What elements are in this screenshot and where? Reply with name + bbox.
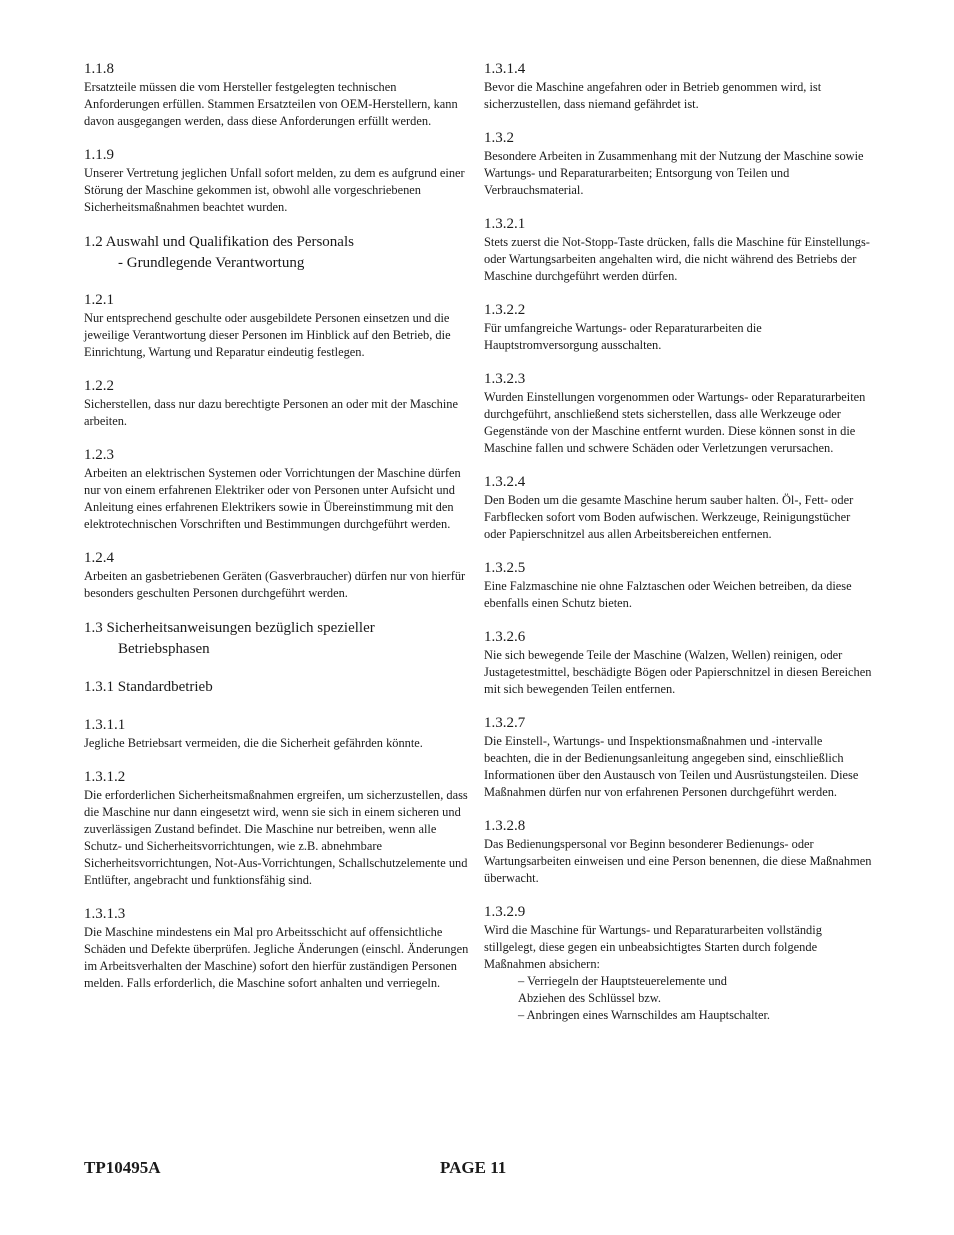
clause-text: Stets zuerst die Not-Stopp-Taste drücken, falls die Maschine für Einstellungs- oder Wartungsarbeiten angehalten wird, die nicht während des Betriebs der Maschine durchgeführt werden dürfen.	[484, 235, 870, 283]
clause-text: Arbeiten an elektrischen Systemen oder Vorrichtungen der Maschine dürfen nur von einem erfahrenen Elektriker oder von Personen unter Aufsicht und Anleitung eines erfahrenen Elektrikers sowie in Übereinstimmung mit den elektrotechnischen Vorschriften und Bestimmungen durchgeführt werden.	[84, 466, 461, 531]
right-column	[484, 60, 872, 1040]
subsection-heading: 1.3.1 Standardbetrieb	[84, 679, 213, 695]
clause-number: 1.2.3	[84, 447, 114, 463]
clause	[484, 301, 872, 354]
clause	[484, 60, 872, 113]
clause	[484, 628, 872, 698]
clause-number: 1.3.2.3	[484, 371, 526, 387]
list-item: – Verriegeln der Hauptsteuerelemente und	[518, 974, 727, 988]
clause-number: 1.2.2	[84, 378, 114, 394]
left-column	[84, 60, 472, 1008]
clause-text: Ersatzteile müssen die vom Hersteller festgelegten technischen Anforderungen erfüllen. Stammen Ersatzteilen von OEM-Herstellern, kann davon ausgegangen werden, dass diese Anforderungen erfüllt werden.	[84, 80, 458, 128]
clause-text: Die Einstell-, Wartungs- und Inspektionsmaßnahmen und -intervalle beachten, die in der Bedienungsanleitung angegeben sind, einschließlich Informationen über den Austausch von Teilen und Ausrüstungsteilen. Diese Maßnahmen dürfen nur von erfahrenen Personen durchgeführt werden.	[484, 734, 859, 799]
clause-number: 1.1.9	[84, 147, 114, 163]
clause-number: 1.3.2.9	[484, 904, 526, 920]
measure-list	[484, 973, 872, 1024]
section-heading	[84, 618, 472, 660]
clause-number: 1.3.1.2	[84, 769, 126, 785]
clause-number: 1.3.1.4	[484, 61, 526, 77]
clause-text: Jegliche Betriebsart vermeiden, die die Sicherheit gefährden könnte.	[84, 736, 423, 750]
clause	[484, 129, 872, 199]
clause-number: 1.3.1.1	[84, 717, 126, 733]
clause	[84, 768, 472, 889]
clause	[484, 559, 872, 612]
clause-text: Wurden Einstellungen vorgenommen oder Wartungs- oder Reparaturarbeiten durchgeführt, anschließend stets sicherstellen, dass alle Werkzeuge oder Gegenstände von der Maschine entfernt wurden. Diese können sonst in die Maschine fallen und schwere Schäden oder Verletzungen verursachen.	[484, 390, 866, 455]
clause-text: Arbeiten an gasbetriebenen Geräten (Gasverbraucher) dürfen nur von hierfür besonders geschulten Personen durchgeführt werden.	[84, 569, 466, 600]
list-item: – Anbringen eines Warnschildes am Hauptschalter.	[518, 1008, 771, 1022]
document-id: TP10495A	[84, 1158, 161, 1177]
clause-number: 1.1.8	[84, 61, 114, 77]
clause	[84, 549, 472, 602]
clause-text: Bevor die Maschine angefahren oder in Betrieb genommen wird, ist sicherzustellen, dass niemand gefährdet ist.	[484, 80, 822, 111]
clause-number: 1.2.4	[84, 550, 114, 566]
clause	[484, 817, 872, 887]
clause-number: 1.3.2.8	[484, 818, 526, 834]
section-heading-line2: - Grundlegende Verantwortung	[118, 255, 305, 271]
clause	[84, 146, 472, 216]
clause-number: 1.3.2	[484, 130, 514, 146]
clause-text: Das Bedienungspersonal vor Beginn besonderer Bedienungs- oder Wartungsarbeiten einweisen und eine Person benennen, die diese Maßnahmen überwacht.	[484, 837, 872, 885]
clause-number: 1.2.1	[84, 292, 114, 308]
clause-text: Den Boden um die gesamte Maschine herum sauber halten. Öl-, Fett- oder Farbflecken sofort vom Boden aufwischen. Werkzeuge, Reinigungstücher oder Papierschnitzel aus allen Arbeitsbereichen entfernen.	[484, 493, 854, 541]
clause-text: Die erforderlichen Sicherheitsmaßnahmen ergreifen, um sicherzustellen, dass die Maschine nur dann eingesetzt wird, wenn sie sich in einem sicheren und zuverlässigen Zustand befindet. Die Maschine nur betreiben, wenn alle Schutz- und Sicherheitsvorrichtungen, wie z.B. abnehmbare Sicherheitsvorrichtungen, Not-Aus-Vorrichtungen, Schallschutzelemente und Entlüfter, angebracht und funktionsfähig sind.	[84, 788, 468, 887]
section-heading-line2: Betriebsphasen	[118, 641, 210, 657]
clause	[484, 215, 872, 285]
clause-number: 1.3.2.4	[484, 474, 526, 490]
list-item: Abziehen des Schlüssel bzw.	[518, 991, 662, 1005]
clause	[484, 370, 872, 457]
clause	[84, 446, 472, 533]
clause	[84, 716, 472, 752]
clause-number: 1.3.2.1	[484, 216, 526, 232]
clause-text: Sicherstellen, dass nur dazu berechtigte Personen an oder mit der Maschine arbeiten.	[84, 397, 459, 428]
clause-number: 1.3.2.6	[484, 629, 526, 645]
clause	[484, 714, 872, 801]
clause-number: 1.3.2.5	[484, 560, 526, 576]
clause-text: Für umfangreiche Wartungs- oder Reparaturarbeiten die Hauptstromversorgung ausschalten.	[484, 321, 762, 352]
clause	[484, 473, 872, 543]
section-heading-line1: 1.3 Sicherheitsanweisungen bezüglich spezieller	[84, 620, 375, 636]
clause-text: Eine Falzmaschine nie ohne Falztaschen oder Weichen betreiben, da diese ebenfalls einen Schutz bieten.	[484, 579, 852, 610]
clause-number: 1.3.1.3	[84, 906, 126, 922]
clause-text: Nur entsprechend geschulte oder ausgebildete Personen einsetzen und die jeweilige Verantwortung dieser Personen im Hinblick auf den Betrieb, die Einrichtung, Wartung und Reparatur eindeutig festlegen.	[84, 311, 451, 359]
clause-text: Unserer Vertretung jeglichen Unfall sofort melden, zu dem es aufgrund einer Störung der Maschine gekommen ist, obwohl alle vorgeschriebenen Sicherheitsmaßnahmen beachtet wurden.	[84, 166, 465, 214]
clause-text: Wird die Maschine für Wartungs- und Reparaturarbeiten vollständig stillgelegt, diese gegen ein unbeabsichtigtes Starten durch folgende Maßnahmen absichern:	[484, 923, 822, 971]
clause-text: Besondere Arbeiten in Zusammenhang mit der Nutzung der Maschine sowie Wartungs- und Reparaturarbeiten; Entsorgung von Teilen und Verbrauchsmaterial.	[484, 149, 864, 197]
clause	[84, 377, 472, 430]
section-heading	[84, 232, 472, 274]
page-number: PAGE 11	[440, 1158, 507, 1177]
clause-text: Nie sich bewegende Teile der Maschine (Walzen, Wellen) reinigen, oder Justagetestmittel, beschädigte Bögen oder Papierschnitzel in diesen Bereichen mit sich bewegenden Teilen entfernen.	[484, 648, 872, 696]
clause	[84, 905, 472, 992]
clause-number: 1.3.2.7	[484, 715, 526, 731]
clause	[84, 60, 472, 130]
section-heading-line1: 1.2 Auswahl und Qualifikation des Personals	[84, 234, 354, 250]
clause-number: 1.3.2.2	[484, 302, 526, 318]
clause	[484, 903, 872, 1024]
clause	[84, 291, 472, 361]
clause-text: Die Maschine mindestens ein Mal pro Arbeitsschicht auf offensichtliche Schäden und Defekte überprüfen. Jegliche Änderungen (einschl. Änderungen im Arbeitsverhalten der Maschine) sofort den hierfür zuständigen Personen melden. Falls erforderlich, die Maschine sofort anhalten und verriegeln.	[84, 925, 469, 990]
